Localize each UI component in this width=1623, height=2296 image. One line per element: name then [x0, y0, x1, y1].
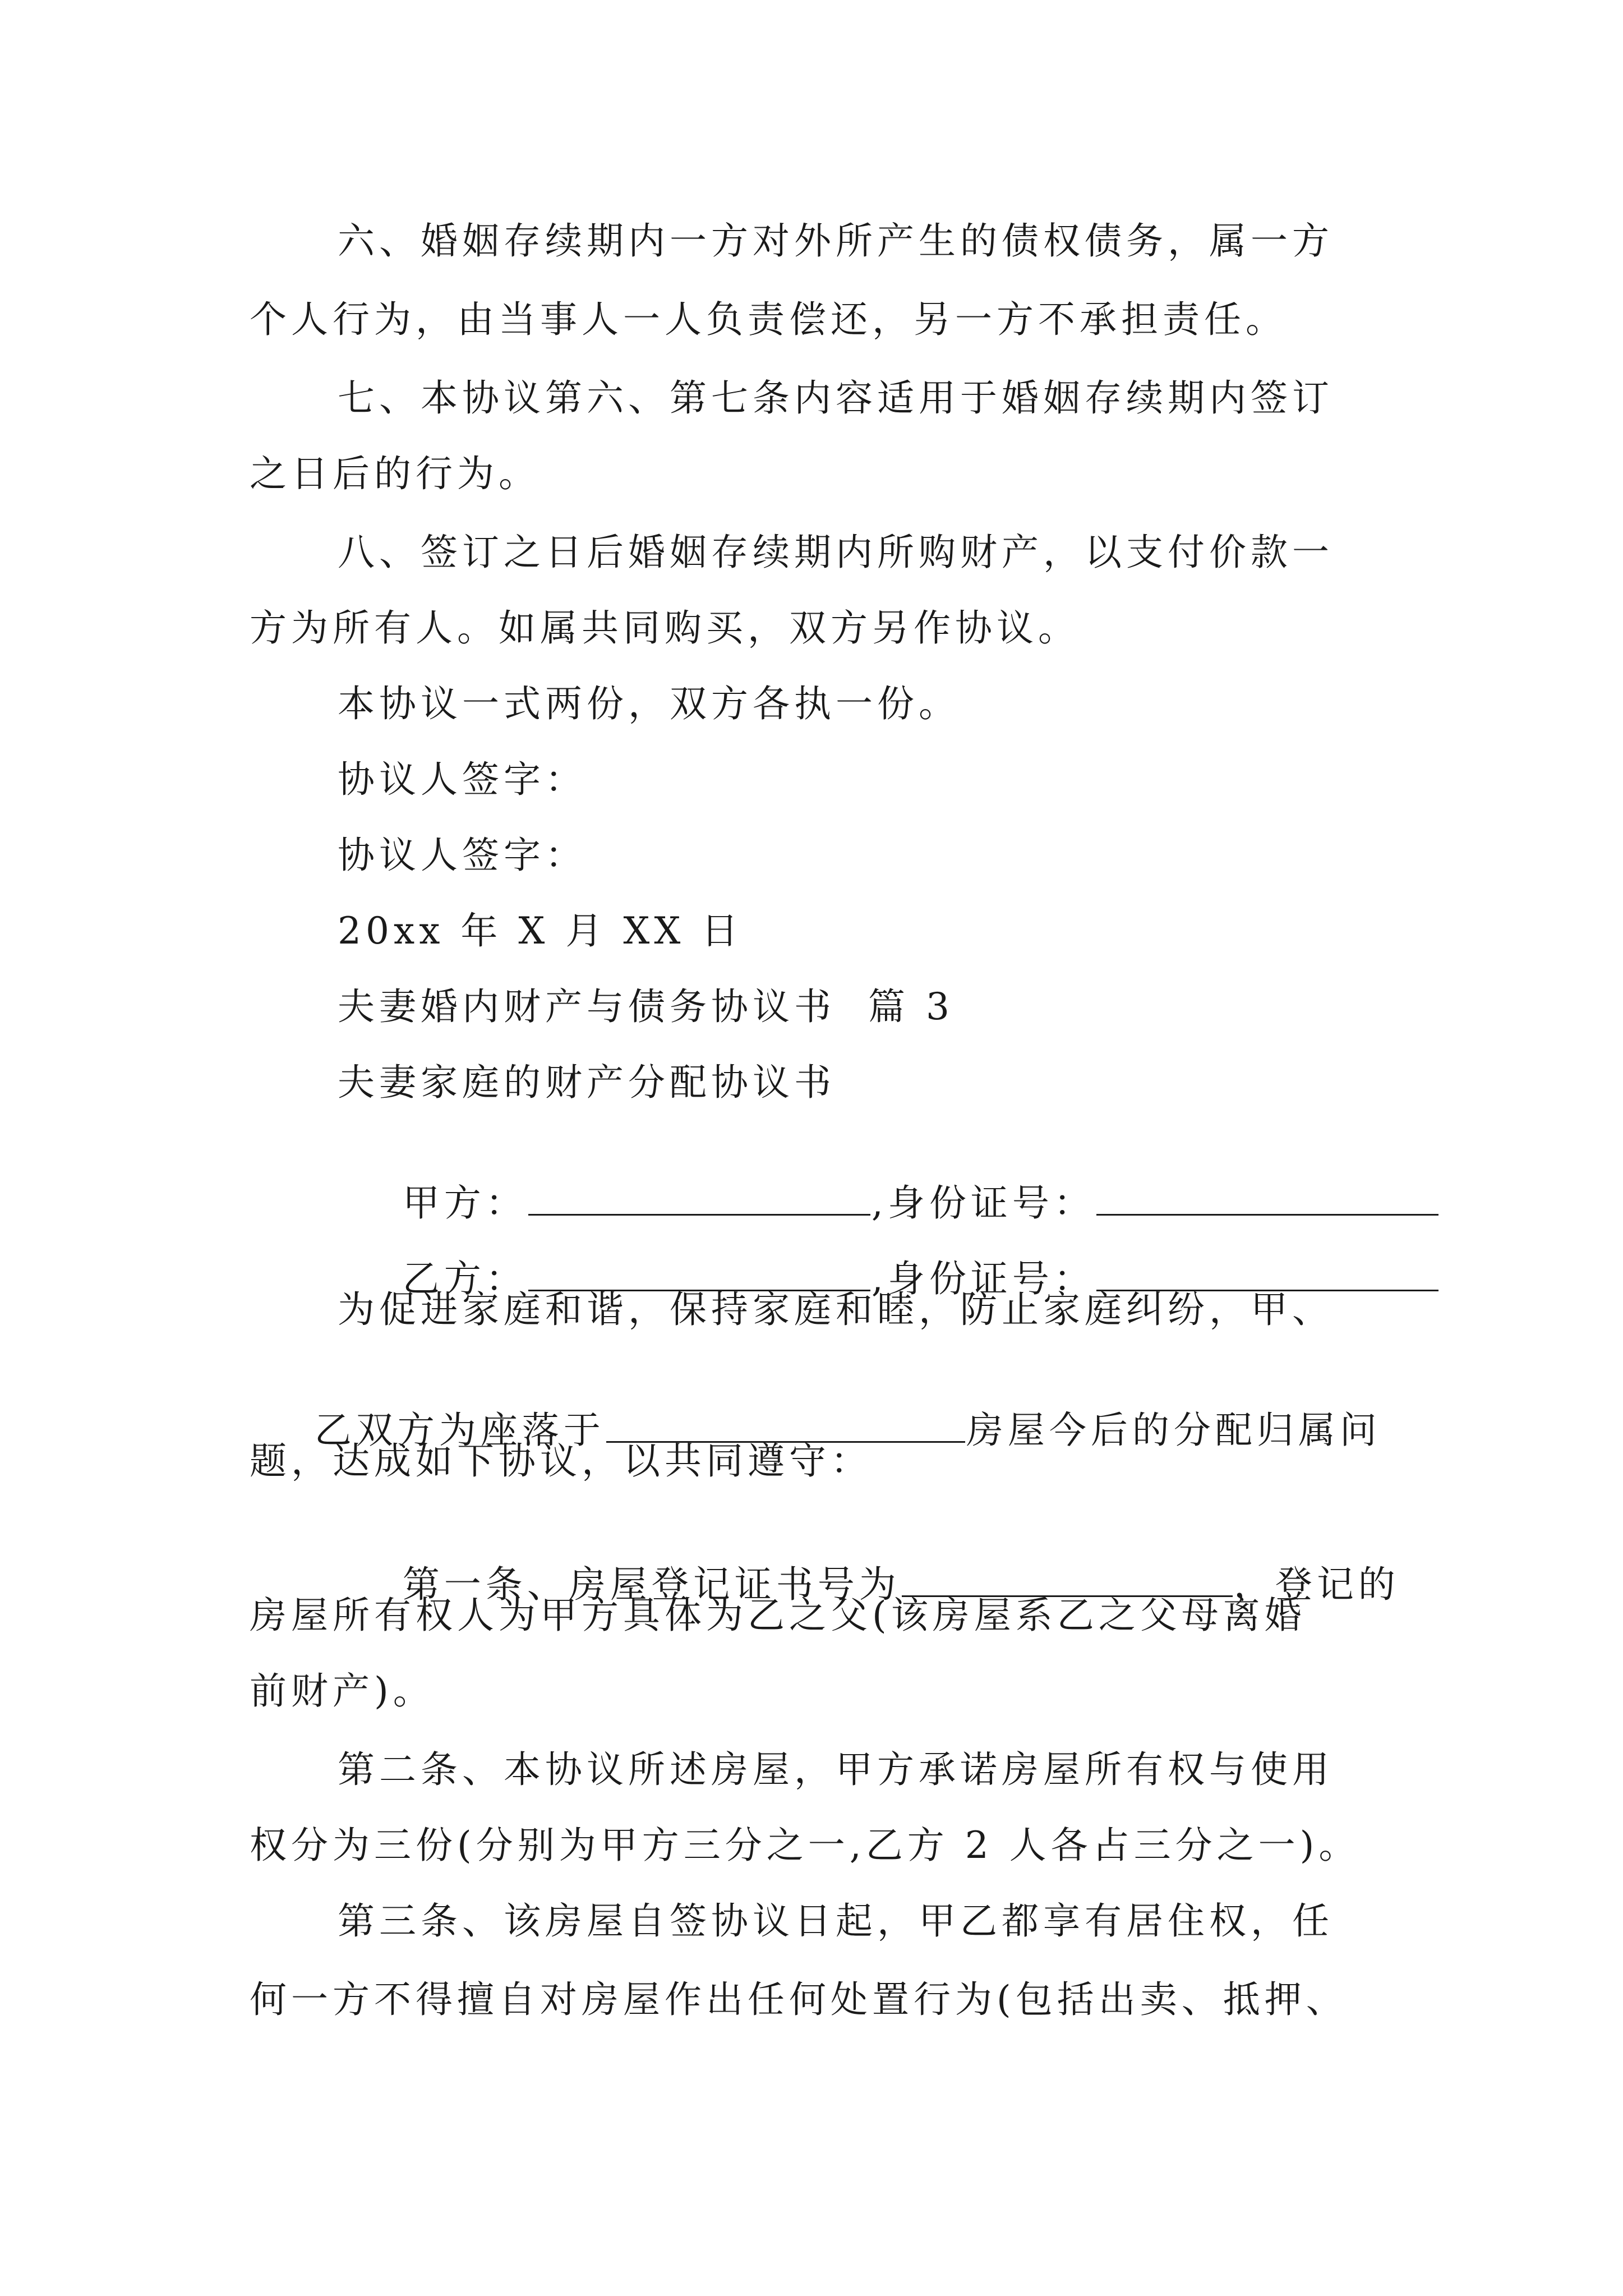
article-three-line-2: 何一方不得擅自对房屋作出任何处置行为(包括出卖、抵押、 [250, 1978, 1348, 2021]
article-six-line-2: 个人行为，由当事人一人负责偿还，另一方不承担责任。 [250, 298, 1287, 341]
article-two-line-1: 第二条、本协议所述房屋，甲方承诺房屋所有权与使用 [338, 1748, 1334, 1791]
intro-line-3: 题，达成如下协议，以共同遵守： [250, 1439, 872, 1483]
date-line: 20xx 年 X 月 XX 日 [338, 909, 743, 953]
party-b-name-blank[interactable] [528, 1260, 870, 1291]
property-location-blank[interactable] [606, 1412, 965, 1443]
article-three-line-1: 第三条、该房屋自签协议日起，甲乙都享有居住权，任 [338, 1899, 1334, 1943]
article-seven-line-2: 之日后的行为。 [250, 452, 540, 495]
intro-line-2-end: 房屋今后的分配归属问 [966, 1409, 1381, 1452]
intro-line-2-start: 乙双方为座落于 [314, 1409, 605, 1452]
certificate-number-blank[interactable] [902, 1566, 1233, 1597]
article-two-line-2: 权分为三份(分别为甲方三分之一,乙方 2 人各占三分之一)。 [250, 1824, 1361, 1867]
article-eight-line-2: 方为所有人。如属共同购买，双方另作协议。 [250, 606, 1080, 650]
party-a-name-blank[interactable] [528, 1185, 870, 1216]
article-one-line-3: 前财产)。 [250, 1669, 435, 1713]
party-b-id-label: ,身份证号： [871, 1257, 1095, 1300]
party-b-label: 乙方： [402, 1257, 527, 1300]
article-one-line-2: 房屋所有权人为甲方具体为乙之父(该房屋系乙之父母离婚 [250, 1594, 1306, 1637]
party-a-label: 甲方： [402, 1181, 527, 1225]
article-eight-line-1: 八、签订之日后婚姻存续期内所购财产，以支付价款一 [338, 531, 1334, 574]
intro-line-1: 为促进家庭和谐，保持家庭和睦，防止家庭纠纷，甲、 [338, 1288, 1334, 1331]
article-six-line-1: 六、婚姻存续期内一方对外所产生的债权债务，属一方 [338, 219, 1334, 263]
copies-statement: 本协议一式两份，双方各执一份。 [338, 682, 960, 725]
article-one-start: 第一条、房屋登记证书号为 [402, 1563, 901, 1606]
article-one-end: ，登记的 [1233, 1563, 1400, 1606]
party-a-id-label: ,身份证号： [871, 1181, 1095, 1225]
signature-line-2: 协议人签字： [338, 834, 587, 877]
party-b-id-blank[interactable] [1096, 1260, 1438, 1291]
section-heading: 夫妻婚内财产与债务协议书 篇 3 [338, 985, 954, 1028]
signature-line-1: 协议人签字： [338, 758, 587, 801]
party-a-id-blank[interactable] [1096, 1185, 1438, 1216]
article-seven-line-1: 七、本协议第六、第七条内容适用于婚姻存续期内签订 [338, 376, 1334, 420]
agreement-title: 夫妻家庭的财产分配协议书 [338, 1061, 836, 1104]
